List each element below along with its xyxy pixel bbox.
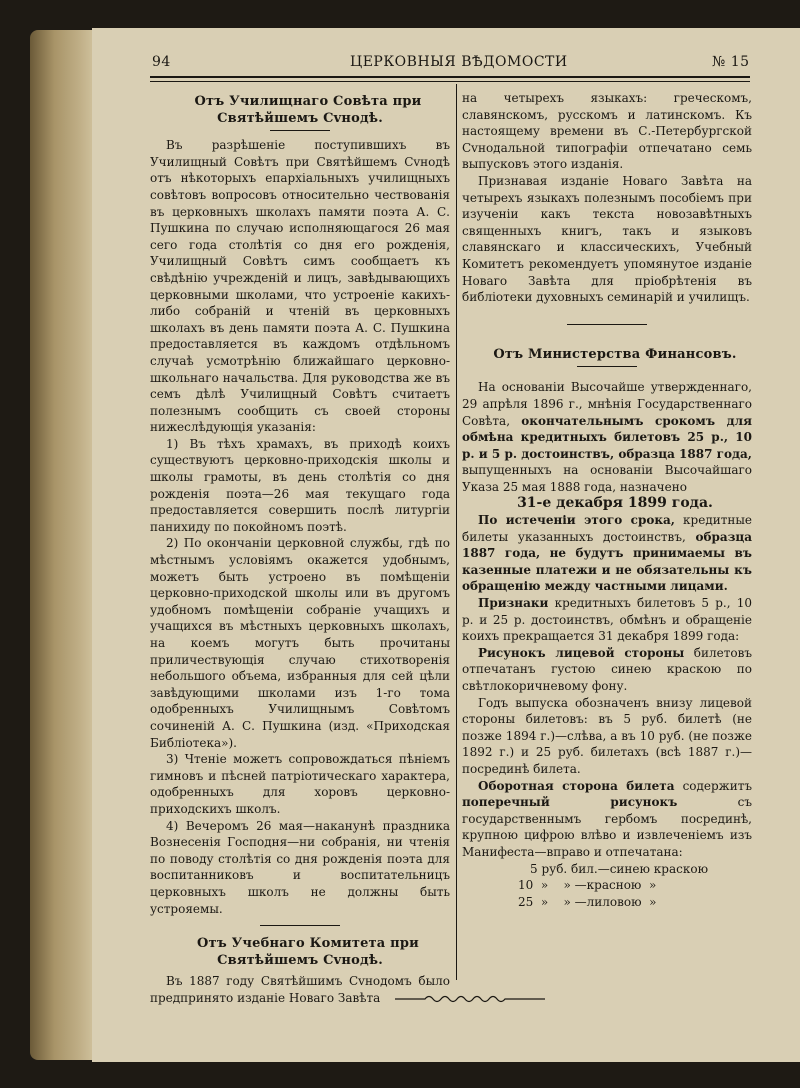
left-column — [150, 94, 450, 1006]
running-title: ЦЕРКОВНЫЯ ВѢДОМОСТИ — [350, 54, 568, 70]
section-heading-school-council: Отъ Училищнаго Совѣта при Святѣйшемъ Сvнодѣ. — [194, 94, 422, 126]
price-line: 5 руб. бил.—синею краскою — [530, 861, 709, 876]
paragraph: 4) Вечеромъ 26 мая—наканунѣ праздника Вознесенія Господня—ни собранія, ни чтенія по поводу столѣтія со дня рожденія поэта для воспитанниковъ и воспитательницъ церковныхъ школъ не должны быть устрояемы. — [150, 818, 450, 916]
deadline-date: 31-е декабря 1899 года. — [517, 495, 713, 512]
paragraph: Признавая изданіе Новаго Завѣта на четырехъ языкахъ полезнымъ пособіемъ при изученіи какъ текста новозавѣтныхъ священныхъ книгъ, такъ и языковъ славянскаго и классическихъ, Учебный Комитетъ рекомендуетъ упомянутое изданіе Новаго Завѣта для пріобрѣтенія въ библіотеки духовныхъ семинарій и училищъ. — [462, 173, 752, 305]
page-number: 94 — [152, 54, 171, 70]
column-rule — [456, 84, 457, 980]
paragraph: Въ разрѣшеніе поступившихъ въ Училищный Совѣтъ при Святѣйшемъ Сvнодѣ отъ нѣкоторыхъ епархіальныхъ училищныхъ совѣтовъ вопросовъ относительно чествованія въ церковныхъ школахъ памяти поэта А. С. Пушкина по случаю исполняющагося 26 мая сего года столѣтія со дня его рожденія, Училищный Совѣтъ симъ сообщаетъ къ свѣдѣнію учрежденій и лицъ, завѣдывающихъ церковными школами, что устроеніе какихъ-либо собраній и чтеній въ церковныхъ школахъ въ день памяти поэта А. С. Пушкина предоставляется въ каждомъ отдѣльномъ случаѣ усмотрѣнію ближайшаго церковно-школьнаго начальства. Для руководства же въ семъ дѣлѣ Училищный Совѣтъ считаетъ полезнымъ сообщить съ своей стороны нижеслѣдующія указанія: — [150, 138, 450, 435]
paragraph: На основаніи Высочайше утвержденнаго, 29 апрѣля 1896 г., мнѣнія Государственнаго Совѣта, окончательнымъ срокомъ для обмѣна кредитныхъ билетовъ 25 р., 10 р. и 5 р. достоинствъ, образца 1887 года, выпущенныхъ на основаніи Высочайшаго Указа 25 мая 1888 года, назначено — [462, 380, 752, 494]
paragraph: 3) Чтеніе можетъ сопровождаться пѣніемъ гимновъ и пѣсней патріотическаго характера, одобренныхъ для хоровъ церковно-приходскихъ школъ. — [150, 752, 450, 816]
section-heading-education-committee: Отъ Учебнаго Комитета при Святѣйшемъ Сvнодѣ. — [197, 936, 419, 968]
paragraph: Признаки кредитныхъ билетовъ 5 р., 10 р. и 25 р. достоинствъ, обмѣнъ и обращеніе коихъ прекращается 31 декабря 1899 года: — [462, 596, 752, 644]
heading-underline — [577, 366, 637, 367]
paragraph: По истеченіи этого срока, кредитные билеты указанныхъ достоинствъ, образца 1887 года, не будутъ принимаемы въ казенные платежи и не обязательны къ обращенію между частными лицами. — [462, 513, 752, 594]
heading-underline — [270, 130, 330, 131]
paragraph: 2) По окончаніи церковной службы, гдѣ по мѣстнымъ условіямъ окажется удобнымъ, можетъ быть устроено въ помѣщеніи церковно-приходской школы или въ другомъ удобномъ помѣщеніи собраніе учащихъ и учащихся въ мѣстныхъ церковныхъ школахъ, на коемъ могутъ быть прочитаны приличествующія случаю стихотворенія небольшого объема, избранныя для сей цѣли завѣдующими школами изъ 1-го тома одобренныхъ Училищнымъ Совѣтомъ сочиненій А. С. Пушкина (изд. «Приходская Библіотека»). — [150, 536, 450, 750]
section-divider — [567, 324, 647, 325]
paragraph: Годъ выпуска обозначенъ внизу лицевой стороны билетовъ: въ 5 руб. билетѣ (не позже 1894 г.)—слѣва, а въ 10 руб. (не позже 1892 г.) и 25 руб. билетахъ (всѣ 1887 г.)—посрединѣ билета. — [462, 695, 752, 776]
paragraph: на четырехъ языкахъ: греческомъ, славянскомъ, русскомъ и латинскомъ. Къ настоящему времени въ С.-Петербургской Сvнодальной типографіи отпечатано семь выпусковъ этого изданія. — [462, 91, 752, 172]
issue-number: № 15 — [712, 54, 750, 70]
ornamental-rule — [395, 994, 545, 1004]
price-line: 10 » » —красною » — [518, 878, 657, 893]
section-heading-ministry-finance: Отъ Министерства Финансовъ. — [493, 346, 737, 362]
header-rule — [150, 76, 750, 82]
section-divider — [260, 925, 340, 926]
paragraph: 1) Въ тѣхъ храмахъ, въ приходѣ коихъ существуютъ церковно-приходскія школы и школы грамоты, въ день столѣтія со дня рожденія поэта—26 мая текущаго года предоставляется совершить послѣ литургіи панихиду по покойномъ поэтѣ. — [150, 436, 450, 534]
price-line: 25 » » —лиловою » — [518, 894, 657, 909]
right-column — [462, 90, 752, 910]
paragraph: Въ 1887 году Святѣйшимъ Сvнодомъ было предпринято изданіе Новаго Завѣта — [150, 974, 450, 1005]
paragraph: Рисунокъ лицевой стороны билетовъ отпечатанъ густою синею краскою по свѣтлокоричневому фону. — [462, 645, 753, 693]
paragraph: Оборотная сторона билета содержитъ поперечный рисунокъ съ государственнымъ гербомъ посрединѣ, крупною цифрою влѣво и извлеченіемъ изъ Манифеста—вправо и отпечатана: — [462, 778, 753, 859]
book-page-edges — [30, 30, 100, 1060]
